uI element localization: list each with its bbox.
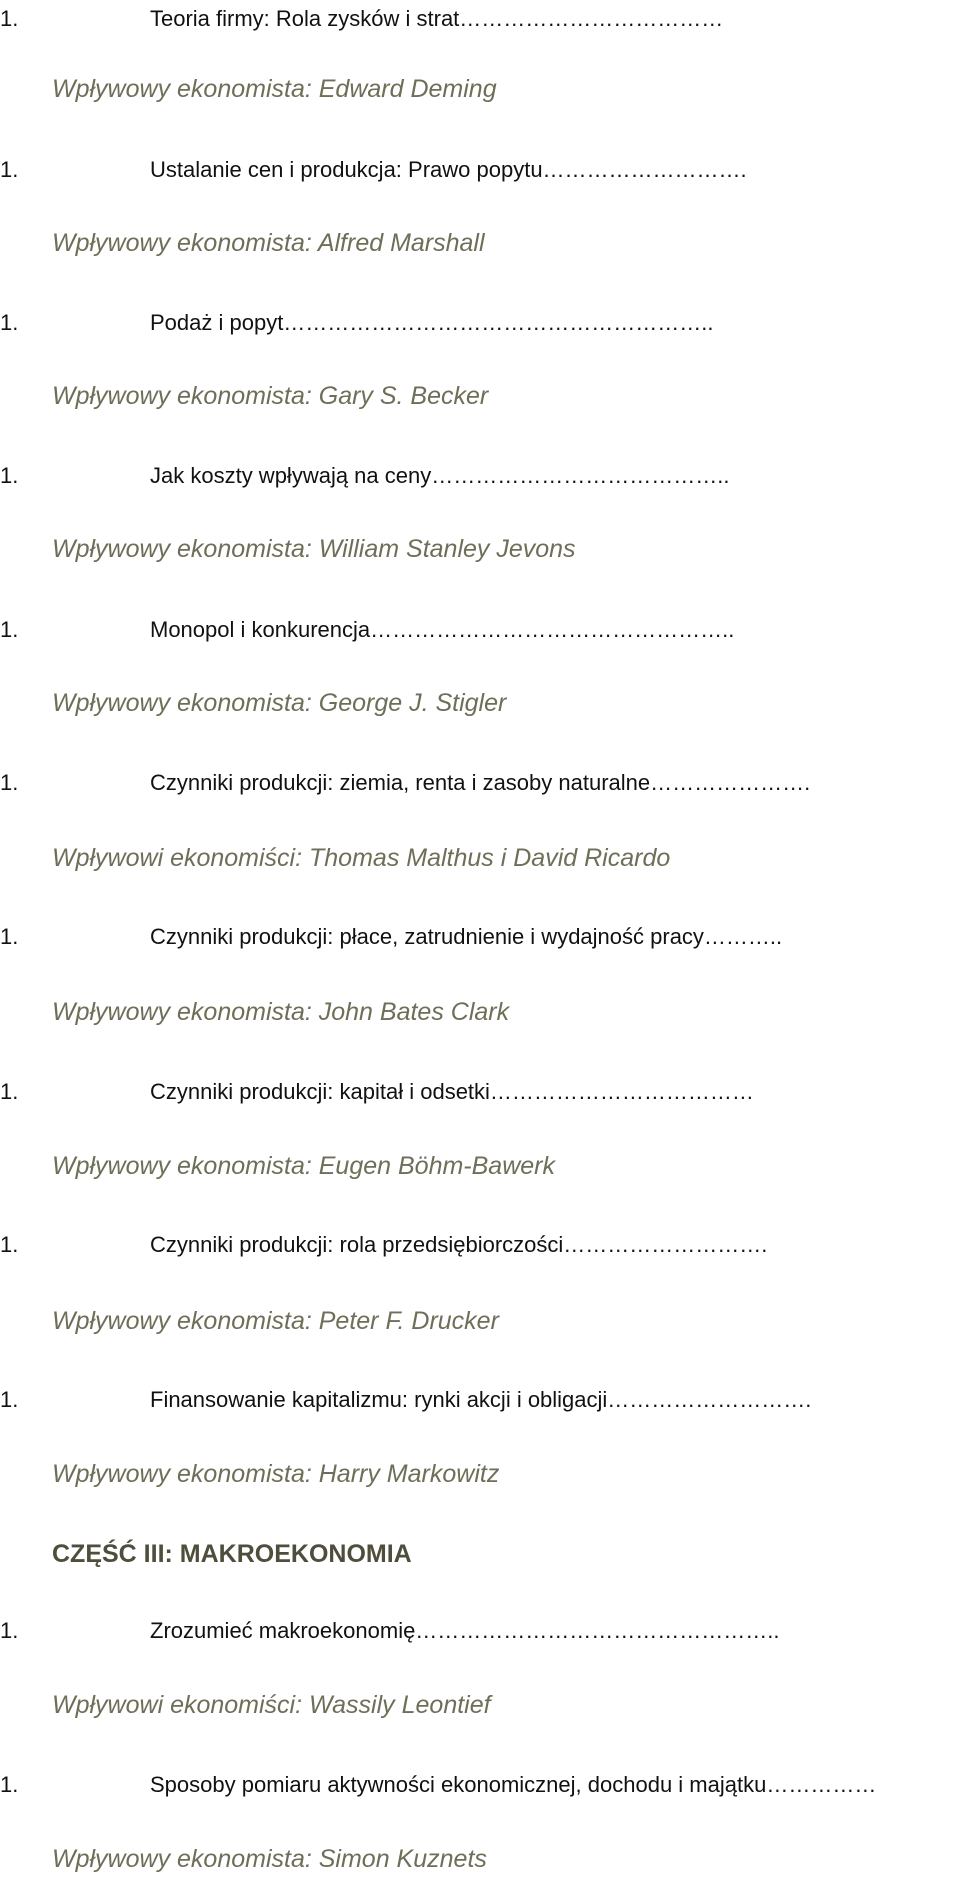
chapter-title: Czynniki produkcji: płace, zatrudnienie i wydajność pracy………..	[150, 924, 783, 949]
economist-line: Wpływowy ekonomista: Edward Deming	[52, 75, 497, 103]
economist-line: Wpływowy ekonomista: Peter F. Drucker	[52, 1307, 499, 1335]
chapter-number: 1.	[0, 157, 19, 182]
chapter-number: 1.	[0, 1079, 19, 1104]
chapter-number: 1.	[0, 1232, 19, 1257]
chapter-title: Czynniki produkcji: kapitał i odsetki………………………………	[150, 1079, 754, 1104]
chapter-title: Zrozumieć makroekonomię…………………………………………..	[150, 1618, 780, 1643]
chapter-number: 1.	[0, 463, 19, 488]
economist-line: Wpływowy ekonomista: Alfred Marshall	[52, 229, 485, 257]
economist-line: Wpływowy ekonomista: Eugen Böhm-Bawerk	[52, 1152, 555, 1180]
economist-line: Wpływowy ekonomista: George J. Stigler	[52, 689, 507, 717]
chapter-number: 1.	[0, 6, 19, 31]
chapter-number: 1.	[0, 924, 19, 949]
chapter-title: Czynniki produkcji: rola przedsiębiorczości……………………….	[150, 1232, 768, 1257]
economist-line: Wpływowy ekonomista: Gary S. Becker	[52, 382, 489, 410]
part-heading: CZĘŚĆ III: MAKROEKONOMIA	[52, 1540, 412, 1568]
chapter-number: 1.	[0, 1618, 19, 1643]
chapter-number: 1.	[0, 617, 19, 642]
chapter-number: 1.	[0, 1387, 19, 1412]
chapter-number: 1.	[0, 1772, 19, 1797]
chapter-title: Sposoby pomiaru aktywności ekonomicznej, dochodu i majątku……………	[150, 1772, 877, 1797]
chapter-title: Finansowanie kapitalizmu: rynki akcji i obligacji……………………….	[150, 1387, 812, 1412]
economist-line: Wpływowy ekonomista: William Stanley Jevons	[52, 535, 576, 563]
chapter-title: Monopol i konkurencja…………………………………………..	[150, 617, 735, 642]
economist-line: Wpływowy ekonomista: John Bates Clark	[52, 998, 510, 1026]
chapter-number: 1.	[0, 310, 19, 335]
chapter-title: Teoria firmy: Rola zysków i strat………………………………	[150, 6, 724, 31]
chapter-title: Czynniki produkcji: ziemia, renta i zasoby naturalne………………….	[150, 770, 811, 795]
economist-line: Wpływowy ekonomista: Harry Markowitz	[52, 1460, 500, 1488]
economist-line: Wpływowi ekonomiści: Wassily Leontief	[52, 1691, 491, 1719]
economist-line: Wpływowy ekonomista: Simon Kuznets	[52, 1845, 487, 1873]
chapter-title: Podaż i popyt…………………………………………………..	[150, 310, 714, 335]
economist-line: Wpływowi ekonomiści: Thomas Malthus i David Ricardo	[52, 844, 671, 872]
chapter-title: Jak koszty wpływają na ceny…………………………………..	[150, 463, 730, 488]
chapter-number: 1.	[0, 770, 19, 795]
chapter-title: Ustalanie cen i produkcja: Prawo popytu……………………….	[150, 157, 747, 182]
